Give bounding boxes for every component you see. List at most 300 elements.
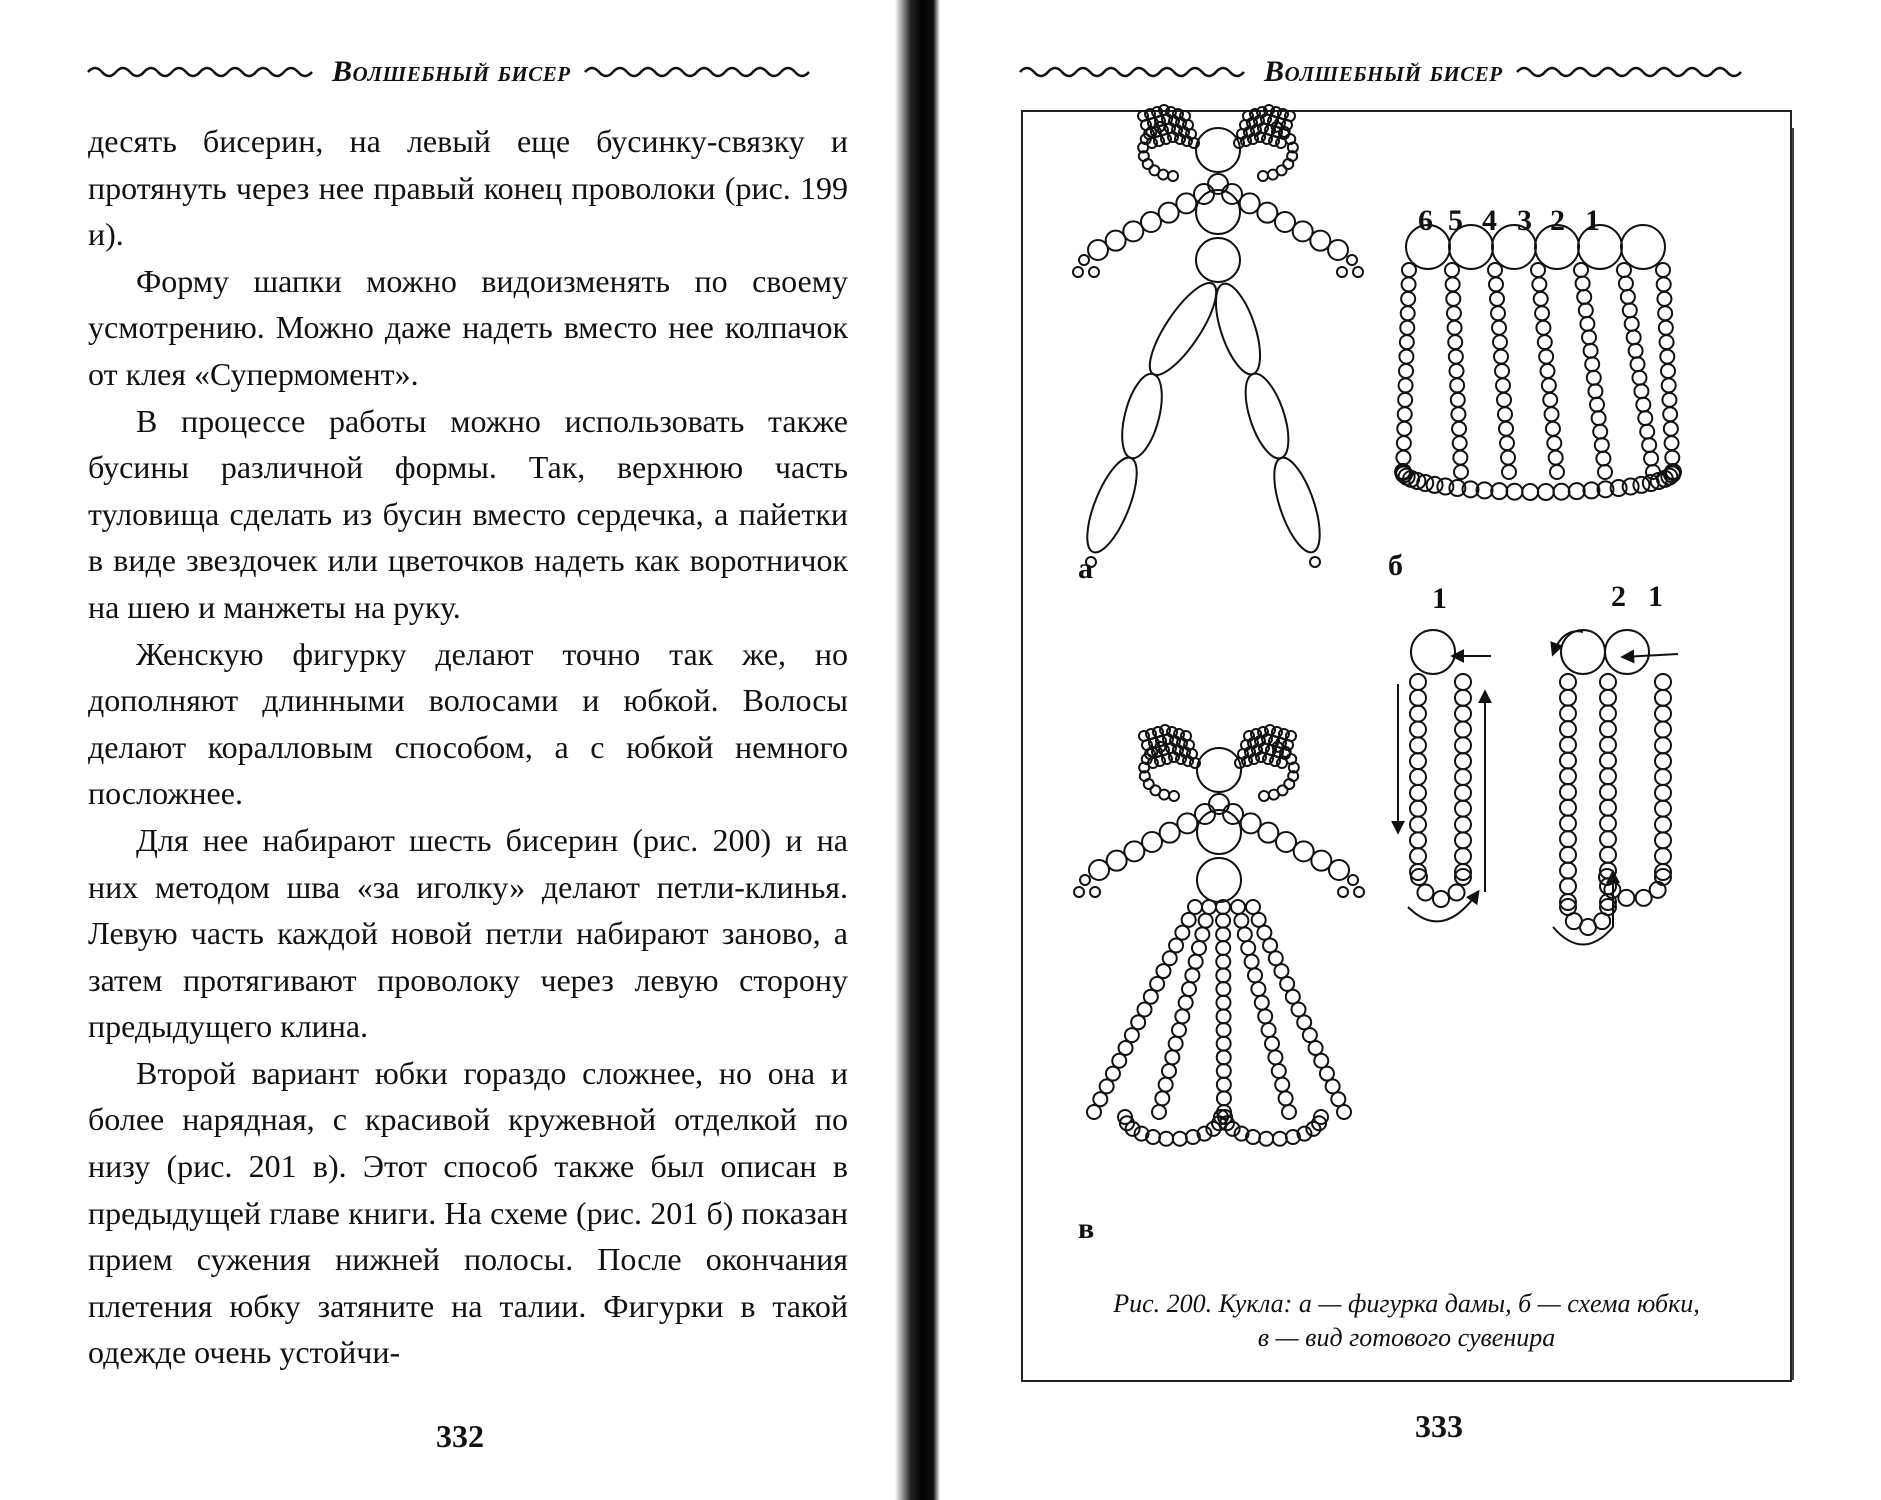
- loop-bead: [1455, 801, 1471, 817]
- skirt-bead: [1547, 436, 1561, 450]
- skirt-bead: [1189, 955, 1203, 969]
- skirt-bead: [1202, 900, 1216, 914]
- hair-bead: [1259, 791, 1269, 801]
- leg-bead: [1139, 275, 1227, 384]
- loop-bead: [1600, 705, 1616, 721]
- skirt-bead: [1156, 964, 1170, 978]
- skirt-bead: [1100, 1079, 1114, 1093]
- skirt-bead: [1579, 303, 1593, 317]
- skirt-bead: [1538, 335, 1552, 349]
- skirt-bead: [1497, 393, 1511, 407]
- loop-bead: [1636, 890, 1652, 906]
- skirt-bead: [1172, 1023, 1186, 1037]
- loop-scheme-single: [1398, 630, 1491, 921]
- skirt-bead: [1106, 1067, 1120, 1081]
- hand-bead: [1073, 267, 1083, 277]
- skirt-bead: [1450, 378, 1464, 392]
- skirt-bead: [1634, 384, 1648, 398]
- skirt-bead: [1596, 452, 1610, 466]
- skirt-bead: [1216, 982, 1230, 996]
- skirt-bead: [1451, 393, 1465, 407]
- skirt-bead: [1598, 465, 1612, 479]
- loop-bead: [1560, 737, 1576, 753]
- hem-bead: [1553, 484, 1569, 500]
- skirt-bead: [1662, 393, 1676, 407]
- skirt-bead: [1617, 263, 1631, 277]
- skirt-bead: [1584, 344, 1598, 358]
- skirt-bead: [1447, 306, 1461, 320]
- loop-bead: [1455, 832, 1471, 848]
- skirt-bead: [1185, 968, 1199, 982]
- loop-bead: [1410, 737, 1426, 753]
- skirt-bead: [1217, 1050, 1231, 1064]
- hand-bead: [1074, 887, 1084, 897]
- loop-bead: [1410, 817, 1426, 833]
- skirt-bead: [1489, 277, 1503, 291]
- skirt-bead: [1657, 277, 1671, 291]
- skirt-bead: [1268, 1050, 1282, 1064]
- skirt-bead: [1399, 364, 1413, 378]
- loop-bead: [1410, 753, 1426, 769]
- loop-bead: [1455, 690, 1471, 706]
- hem-bead: [1522, 484, 1538, 500]
- skirt-scheme-b: [1395, 225, 1681, 500]
- skirt-bead: [1657, 292, 1671, 306]
- skirt-bead: [1550, 465, 1564, 479]
- skirt-bead: [1159, 1078, 1173, 1092]
- head-bead: [1197, 748, 1241, 792]
- chest-bead: [1196, 190, 1240, 234]
- skirt-bead: [1217, 1064, 1231, 1078]
- skirt-bead: [1577, 290, 1591, 304]
- skirt-bead: [1398, 407, 1412, 421]
- loop-bead: [1655, 753, 1671, 769]
- loop-bead: [1410, 832, 1426, 848]
- skirt-bead: [1502, 465, 1516, 479]
- loop-top-bead: [1411, 630, 1455, 674]
- loop-bead: [1655, 801, 1671, 817]
- skirt-bead: [1169, 1037, 1183, 1051]
- skirt-bead: [1093, 1092, 1107, 1106]
- waist-bead: [1621, 225, 1665, 269]
- loop-bead: [1410, 706, 1426, 722]
- skirt-bead: [1493, 335, 1507, 349]
- figure-frame: [1021, 110, 1792, 1382]
- skirt-bead: [1574, 263, 1588, 277]
- skirt-bead: [1453, 451, 1467, 465]
- skirt-bead: [1255, 996, 1269, 1010]
- skirt-bead: [1665, 436, 1679, 450]
- loop-bead: [1600, 753, 1616, 769]
- leg-bead: [1207, 279, 1269, 380]
- skirt-bead: [1217, 1023, 1231, 1037]
- skirt-bead: [1238, 927, 1252, 941]
- loop-bead: [1455, 769, 1471, 785]
- loop-bead: [1600, 690, 1616, 706]
- skirt-bead: [1400, 335, 1414, 349]
- loop-bead: [1655, 722, 1671, 738]
- leg-bead: [1265, 453, 1329, 558]
- hem-bead: [1259, 1132, 1273, 1146]
- loop-bead: [1600, 784, 1616, 800]
- skirt-bead: [1446, 292, 1460, 306]
- page-number-left: 332: [436, 1418, 484, 1454]
- loop-bead: [1600, 768, 1616, 784]
- loop-bead: [1560, 831, 1576, 847]
- hem-bead: [1491, 483, 1507, 499]
- skirt-bead: [1501, 451, 1515, 465]
- skirt-bead: [1125, 1028, 1139, 1042]
- skirt-bead: [1188, 900, 1202, 914]
- loop-bead: [1410, 785, 1426, 801]
- loop-bead: [1655, 706, 1671, 722]
- hand-bead: [1354, 887, 1364, 897]
- skirt-bead: [1399, 350, 1413, 364]
- arm-bead: [1089, 860, 1109, 880]
- skirt-bead: [1546, 422, 1560, 436]
- loop-bead: [1655, 817, 1671, 833]
- skirt-bead: [1621, 290, 1635, 304]
- skirt-bead: [1112, 1054, 1126, 1068]
- skirt-number-5: 5: [1448, 204, 1463, 237]
- hand-bead: [1337, 267, 1347, 277]
- skirt-bead: [1495, 364, 1509, 378]
- loop-number-1: 1: [1432, 582, 1447, 615]
- skirt-bead: [1448, 335, 1462, 349]
- skirt-bead: [1488, 263, 1502, 277]
- skirt-bead: [1664, 422, 1678, 436]
- skirt-bead: [1452, 422, 1466, 436]
- figure-caption: [1023, 1287, 1790, 1355]
- skirt-bead: [1402, 263, 1416, 277]
- skirt-bead: [1658, 306, 1672, 320]
- skirt-bead: [1175, 1009, 1189, 1023]
- skirt-bead: [1251, 982, 1265, 996]
- book-title: Волшебный бисер: [332, 55, 571, 88]
- skirt-bead: [1216, 914, 1230, 928]
- label-a: а: [1078, 552, 1093, 585]
- page-number-right: 333: [1415, 1408, 1463, 1444]
- skirt-bead: [1445, 263, 1459, 277]
- skirt-bead: [1580, 317, 1594, 331]
- skirt-bead: [1282, 1105, 1296, 1119]
- skirt-bead: [1535, 306, 1549, 320]
- skirt-bead: [1536, 321, 1550, 335]
- hem-bead: [1159, 1132, 1173, 1146]
- skirt-bead: [1644, 452, 1658, 466]
- skirt-bead: [1087, 1105, 1101, 1119]
- skirt-bead: [1582, 330, 1596, 344]
- loop-bead: [1433, 891, 1449, 907]
- skirt-bead: [1542, 378, 1556, 392]
- loop-bead: [1600, 674, 1616, 690]
- loop-bead: [1655, 832, 1671, 848]
- loop-bead: [1455, 785, 1471, 801]
- skirt-bead: [1638, 411, 1652, 425]
- skirt-bead: [1446, 277, 1460, 291]
- skirt-bead: [1192, 941, 1206, 955]
- skirt-bead: [1661, 364, 1675, 378]
- label-b: б: [1388, 549, 1403, 582]
- lady-figure-a: [1073, 105, 1363, 567]
- skirt-bead: [1494, 350, 1508, 364]
- skirt-bead: [1590, 398, 1604, 412]
- skirt-bead: [1450, 364, 1464, 378]
- skirt-bead: [1660, 335, 1674, 349]
- skirt-bead: [1663, 407, 1677, 421]
- loop-bead: [1600, 815, 1616, 831]
- skirt-bead: [1258, 1009, 1272, 1023]
- paragraph: Форму шапки можно видоизменять по своему усмотрению. Можно даже надеть вместо нее колпачок от клея «Супермомент».: [88, 262, 848, 392]
- loop-bead: [1560, 863, 1576, 879]
- loop-bead: [1410, 848, 1426, 864]
- skirt-number-6: 6: [1418, 204, 1433, 237]
- skirt-bead: [1453, 436, 1467, 450]
- loop-bead: [1560, 705, 1576, 721]
- left-page: [0, 0, 900, 1500]
- skirt-bead: [1660, 350, 1674, 364]
- skirt-bead: [1625, 317, 1639, 331]
- skirt-bead: [1496, 378, 1510, 392]
- loop-bead: [1560, 784, 1576, 800]
- loop-bead: [1655, 785, 1671, 801]
- paragraph: Женскую фигурку делают точно так же, но дополняют длинными волосами и юбкой. Волосы делают коралловым способом, а с юбкой немного посложнее.: [88, 635, 848, 812]
- loop-double-number-2: 2: [1611, 580, 1626, 613]
- skirt-bead: [1454, 465, 1468, 479]
- skirt-bead: [1545, 407, 1559, 421]
- skirt-bead: [1165, 1050, 1179, 1064]
- skirt-bead: [1138, 1003, 1152, 1017]
- hair-bead: [1169, 791, 1179, 801]
- loop-bead: [1455, 737, 1471, 753]
- loop-bead: [1410, 690, 1426, 706]
- skirt-bead: [1397, 422, 1411, 436]
- hand-bead: [1353, 267, 1363, 277]
- hem-bead: [1173, 1132, 1187, 1146]
- skirt-bead: [1642, 438, 1656, 452]
- skirt-bead: [1275, 1078, 1289, 1092]
- hand-bead: [1347, 255, 1357, 265]
- hand-bead: [1338, 887, 1348, 897]
- running-head-right: [1020, 55, 1747, 89]
- head-bead: [1196, 128, 1240, 172]
- skirt-bead: [1534, 292, 1548, 306]
- running-head-left: [88, 55, 815, 89]
- loop-bead: [1455, 706, 1471, 722]
- skirt-bead: [1217, 1091, 1231, 1105]
- loop-bead: [1455, 848, 1471, 864]
- skirt-bead: [1449, 350, 1463, 364]
- skirt-bead: [1241, 941, 1255, 955]
- hem-bead: [1507, 484, 1523, 500]
- loop-bead: [1455, 722, 1471, 738]
- loop-top-bead: [1605, 630, 1649, 674]
- loop-bead: [1560, 721, 1576, 737]
- paragraph: Второй вариант юбки гораздо сложнее, но она и более нарядная, с красивой кружевной отделкой по низу (рис. 201 в). Этот способ также был описан в предыдущей главе книги. На схеме (рис. 201 б) показан прием сужения нижней полосы. После окончания плетения юбку затяните на талии. Фигурки в такой одежде очень устойчи-: [88, 1054, 848, 1371]
- skirt-bead: [1451, 407, 1465, 421]
- loop-bead: [1410, 801, 1426, 817]
- arm-bead: [1088, 240, 1108, 260]
- hair-bead: [1269, 790, 1279, 800]
- skirt-bead: [1397, 436, 1411, 450]
- hand-bead: [1090, 887, 1100, 897]
- loop-bead: [1600, 831, 1616, 847]
- loop-bead: [1560, 768, 1576, 784]
- skirt-bead: [1636, 398, 1650, 412]
- loop-bead: [1455, 817, 1471, 833]
- skirt-bead: [1531, 263, 1545, 277]
- arm-bead: [1328, 240, 1348, 260]
- skirt-bead: [1588, 384, 1602, 398]
- hand-bead: [1080, 875, 1090, 885]
- skirt-bead: [1248, 968, 1262, 982]
- loop-bead: [1600, 721, 1616, 737]
- loop-bead: [1600, 800, 1616, 816]
- leg-bead: [1077, 452, 1147, 559]
- wave-ornament-right: [1517, 63, 1747, 81]
- skirt-bead: [1491, 306, 1505, 320]
- loop-bead: [1560, 800, 1576, 816]
- chest-bead: [1197, 810, 1241, 854]
- skirt-bead: [1131, 1015, 1145, 1029]
- caption-line-1: Рис. 200. Кукла: а — фигурка дамы, б — схема юбки,: [1113, 1289, 1700, 1318]
- loop-bead: [1560, 690, 1576, 706]
- waist-bead: [1197, 858, 1241, 902]
- skirt-bead: [1398, 393, 1412, 407]
- skirt-bead: [1659, 321, 1673, 335]
- skirt-bead: [1119, 1041, 1133, 1055]
- loop-bead: [1560, 847, 1576, 863]
- loop-bead: [1655, 848, 1671, 864]
- loop-bead: [1410, 674, 1426, 690]
- hair-bead: [1168, 171, 1178, 181]
- loop-bead: [1560, 674, 1576, 690]
- book-title: Волшебный бисер: [1264, 55, 1503, 88]
- skirt-bead: [1549, 451, 1563, 465]
- skirt-bead: [1576, 276, 1590, 290]
- loop-top-bead: [1561, 630, 1605, 674]
- skirt-bead: [1498, 407, 1512, 421]
- loop-bead: [1417, 885, 1433, 901]
- skirt-bead: [1265, 1037, 1279, 1051]
- wave-ornament-right: [585, 63, 815, 81]
- loop-scheme-double: [1553, 630, 1678, 945]
- skirt-bead: [1182, 913, 1196, 927]
- skirt-bead: [1216, 968, 1230, 982]
- skirt-bead: [1396, 451, 1410, 465]
- loop-bead: [1455, 674, 1471, 690]
- skirt-bead: [1152, 1105, 1166, 1119]
- skirt-bead: [1539, 350, 1553, 364]
- caption-line-2: в — вид готового сувенира: [1257, 1323, 1556, 1352]
- loop-bead: [1655, 769, 1671, 785]
- skirt-bead: [1337, 1105, 1351, 1119]
- paragraph: В процессе работы можно использовать также бусины различной формы. Так, верхнюю часть туловища сделать из бусин вместо сердечка, а пайетки в виде звездочек или цветочков надеть как воротничок на шею и манжеты на руку.: [88, 402, 848, 625]
- skirt-bead: [1155, 1091, 1169, 1105]
- skirt-bead: [1182, 982, 1196, 996]
- skirt-number-4: 4: [1482, 204, 1497, 237]
- finished-doll-v: [1074, 725, 1364, 1146]
- book-spine-shadow: [895, 0, 940, 1500]
- skirt-bead: [1217, 1037, 1231, 1051]
- skirt-bead: [1587, 371, 1601, 385]
- skirt-bead: [1500, 436, 1514, 450]
- skirt-number-1: 1: [1585, 204, 1600, 237]
- hem-bead: [1273, 1132, 1287, 1146]
- skirt-bead: [1400, 321, 1414, 335]
- skirt-bead: [1279, 1091, 1293, 1105]
- skirt-bead: [1150, 977, 1164, 991]
- skirt-bead: [1640, 425, 1654, 439]
- skirt-bead: [1217, 1078, 1231, 1092]
- skirt-bead: [1592, 411, 1606, 425]
- skirt-bead: [1593, 425, 1607, 439]
- skirt-bead: [1595, 438, 1609, 452]
- loop-bead: [1655, 737, 1671, 753]
- loop-bead: [1600, 847, 1616, 863]
- skirt-bead: [1163, 951, 1177, 965]
- skirt-bead: [1656, 263, 1670, 277]
- wave-ornament-left: [1020, 63, 1250, 81]
- loop-bead: [1560, 878, 1576, 894]
- skirt-bead: [1216, 941, 1230, 955]
- label-v: в: [1078, 1212, 1095, 1245]
- skirt-bead: [1662, 378, 1676, 392]
- skirt-bead: [1532, 277, 1546, 291]
- hand-bead: [1079, 255, 1089, 265]
- arrow: [1623, 654, 1678, 657]
- skirt-bead: [1665, 451, 1679, 465]
- loop-bead: [1455, 753, 1471, 769]
- loop-bead: [1449, 885, 1465, 901]
- skirt-bead: [1627, 330, 1641, 344]
- skirt-bead: [1490, 292, 1504, 306]
- arm-bead: [1329, 860, 1349, 880]
- skirt-bead: [1619, 276, 1633, 290]
- loop-bead: [1655, 690, 1671, 706]
- foot-bead: [1310, 557, 1320, 567]
- skirt-bead: [1632, 371, 1646, 385]
- skirt-bead: [1245, 955, 1259, 969]
- waist-bead: [1196, 238, 1240, 282]
- skirt-bead: [1162, 1064, 1176, 1078]
- skirt-bead: [1499, 422, 1513, 436]
- loop-bead: [1560, 815, 1576, 831]
- leg-bead: [1115, 370, 1170, 463]
- hair-bead: [1258, 171, 1268, 181]
- hem-bead: [1569, 483, 1585, 499]
- skirt-number-2: 2: [1550, 204, 1565, 237]
- skirt-bead: [1399, 378, 1413, 392]
- skirt-bead: [1179, 996, 1193, 1010]
- right-page: [940, 0, 1881, 1500]
- loop-bead: [1655, 674, 1671, 690]
- hand-bead: [1348, 875, 1358, 885]
- hand-bead: [1089, 267, 1099, 277]
- loop-bead: [1560, 753, 1576, 769]
- skirt-bead: [1169, 938, 1183, 952]
- skirt-number-3: 3: [1517, 204, 1532, 237]
- skirt-bead: [1272, 1064, 1286, 1078]
- skirt-bead: [1216, 927, 1230, 941]
- body-text: [88, 118, 848, 1376]
- skirt-bead: [1234, 914, 1248, 928]
- skirt-bead: [1216, 996, 1230, 1010]
- skirt-bead: [1401, 292, 1415, 306]
- skirt-bead: [1217, 1009, 1231, 1023]
- skirt-bead: [1144, 990, 1158, 1004]
- loop-bead: [1410, 769, 1426, 785]
